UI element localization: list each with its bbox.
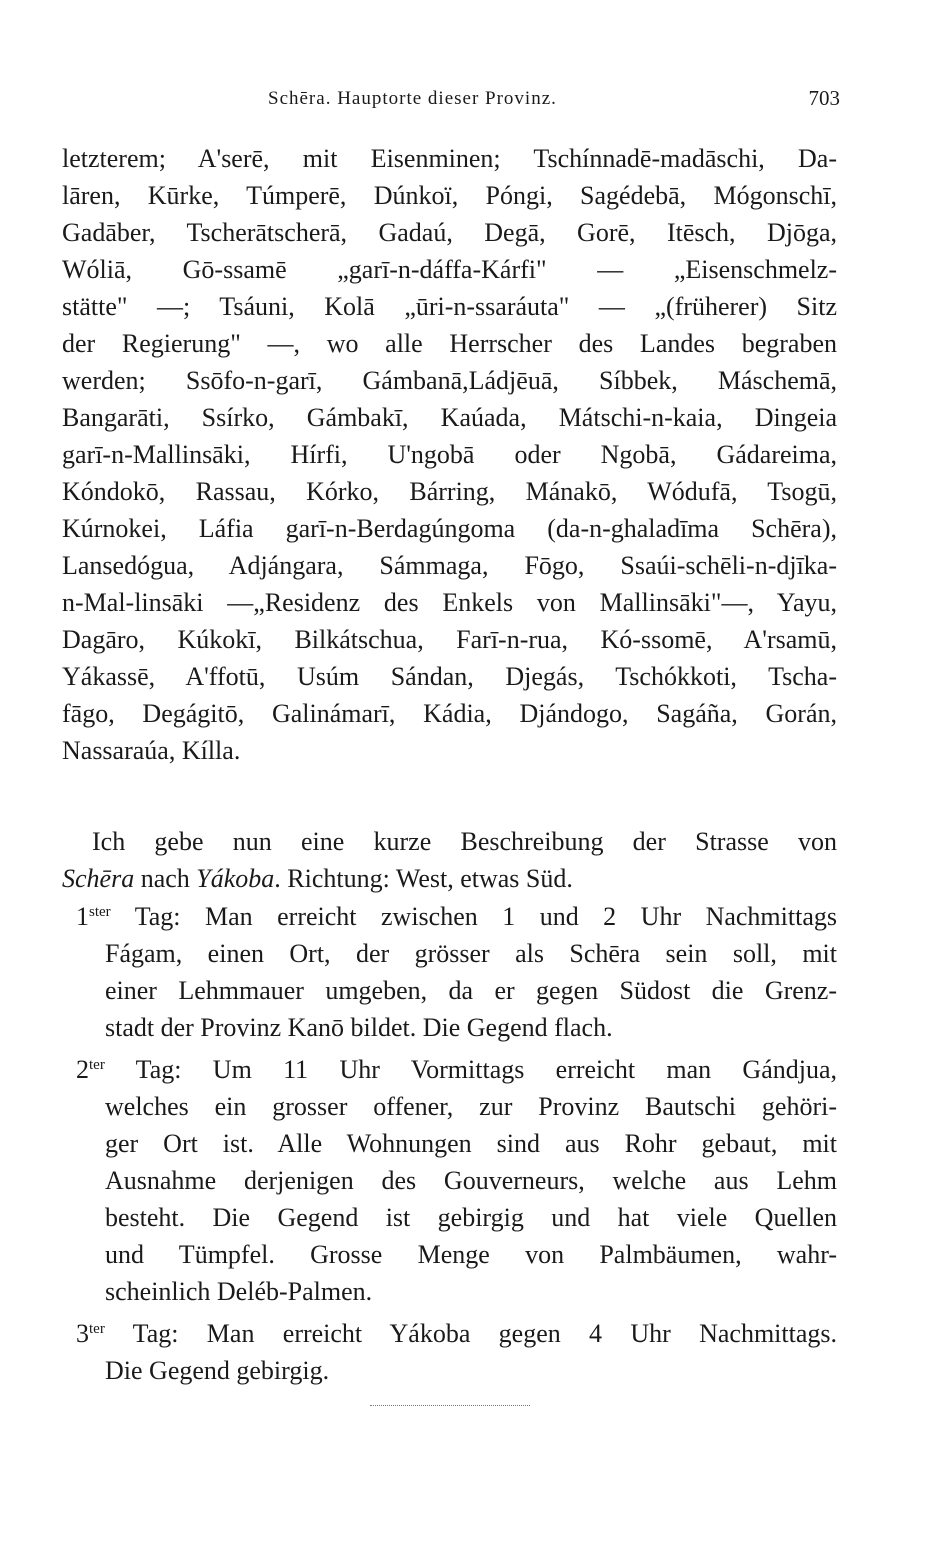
page-number: 703 bbox=[808, 86, 840, 110]
text-line: letzterem; A'serē, mit Eisenminen; Tschínnadē-madāschi, Da- bbox=[62, 144, 837, 173]
text-line: Yákassē, A'ffotū, Usúm Sándan, Djegás, Tschókkoti, Tscha- bbox=[62, 662, 837, 691]
place-name-italic: Yákoba bbox=[196, 864, 275, 893]
text-line: ger Ort ist. Alle Wohnungen sind aus Rohr gebaut, mit bbox=[105, 1129, 837, 1158]
text-line: einer Lehmmauer umgeben, da er gegen Südost die Grenz- bbox=[105, 976, 837, 1005]
text-line: besteht. Die Gegend ist gebirgig und hat viele Quellen bbox=[105, 1203, 837, 1232]
day-number: 2 bbox=[76, 1055, 89, 1084]
day-entry-first-line: $1^{ster}$ Tag: Man erreicht zwischen 1 und 2 Uhr Nachmittags bbox=[76, 902, 837, 931]
text-line: werden; Ssōfo-n-garī, Gámbanā,Ládjēuā, Síbbek, Máschemā, bbox=[62, 366, 837, 395]
text-line: lāren, Kūrke, Túmperē, Dúnkoï, Póngi, Sagédebā, Mógonschī, bbox=[62, 181, 837, 210]
text-line: welches ein grosser offener, zur Provinz Bautschi gehöri- bbox=[105, 1092, 837, 1121]
text-line: Nassaraúa, Kílla. bbox=[62, 736, 241, 765]
text-line: der Regierung" —, wo alle Herrscher des Landes begraben bbox=[62, 329, 837, 358]
day-number: 3 bbox=[76, 1319, 89, 1348]
day-ordinal: ster bbox=[89, 904, 111, 920]
text-line: Dagāro, Kúkokī, Bilkátschua, Farī-n-rua, Kó-ssomē, A'rsamū, bbox=[62, 625, 837, 654]
text-line: Wóliā, Gō-ssamē „garī-n-dáffa-Kárfi" — „Eisenschmelz- bbox=[62, 255, 837, 284]
running-title: Schēra. Hauptorte dieser Provinz. bbox=[268, 88, 557, 109]
text-line: garī-n-Mallinsāki, Hírfi, U'ngobā oder Ngobā, Gádareima, bbox=[62, 440, 837, 469]
text-line: Kóndokō, Rassau, Kórko, Bárring, Mánakō, Wódufā, Tsogū, bbox=[62, 477, 837, 506]
text-line: scheinlich Deléb-Palmen. bbox=[105, 1277, 373, 1306]
text-line: stätte" —; Tsáuni, Kolā „ūri-n-ssaráuta" — „(früherer) Sitz bbox=[62, 292, 837, 321]
text-line: Schēra nach Yákoba. Richtung: West, etwas Süd. bbox=[62, 864, 573, 893]
day-number: 1 bbox=[76, 902, 89, 931]
text-line: Gadāber, Tscherātscherā, Gadaú, Degā, Gorē, Itēsch, Djōga, bbox=[62, 218, 837, 247]
text-line: Ich gebe nun eine kurze Beschreibung der Strasse von bbox=[92, 827, 837, 856]
text-line: Ausnahme derjenigen des Gouverneurs, welche aus Lehm bbox=[105, 1166, 837, 1195]
text-line: Bangarāti, Ssírko, Gámbakī, Kaúada, Mátschi-n-kaia, Dingeia bbox=[62, 403, 837, 432]
day-ordinal: ter bbox=[89, 1057, 105, 1073]
running-head bbox=[60, 88, 840, 118]
place-name-italic: Schēra bbox=[62, 864, 135, 893]
section-separator bbox=[370, 1405, 530, 1412]
day-entry-first-line: $3^{ter}$ Tag: Man erreicht Yákoba gegen 4 Uhr Nachmittags. bbox=[76, 1319, 838, 1348]
text-line: fāgo, Degágitō, Galinámarī, Kádia, Djándogo, Sagáña, Gorán, bbox=[62, 699, 837, 728]
text-line: Lansedógua, Adjángara, Sámmaga, Fōgo, Ssaúi-schēli-n-djīka- bbox=[62, 551, 837, 580]
text-line: und Tümpfel. Grosse Menge von Palmbäumen, wahr- bbox=[105, 1240, 837, 1269]
text-line: n-Mal-linsāki —„Residenz des Enkels von Mallinsāki"—, Yayu, bbox=[62, 588, 837, 617]
text-line: Kúrnokei, Láfia garī-n-Berdagúngoma (da-n-ghaladīma Schēra), bbox=[62, 514, 837, 543]
text-line: stadt der Provinz Kanō bildet. Die Gegend flach. bbox=[105, 1013, 613, 1042]
text-line: Fágam, einen Ort, der grösser als Schēra sein soll, mit bbox=[105, 939, 837, 968]
text-line: Die Gegend gebirgig. bbox=[105, 1356, 330, 1385]
day-ordinal: ter bbox=[89, 1321, 105, 1337]
day-entry-first-line: $2^{ter}$ Tag: Um 11 Uhr Vormittags erreicht man Gándjua, bbox=[76, 1055, 837, 1084]
